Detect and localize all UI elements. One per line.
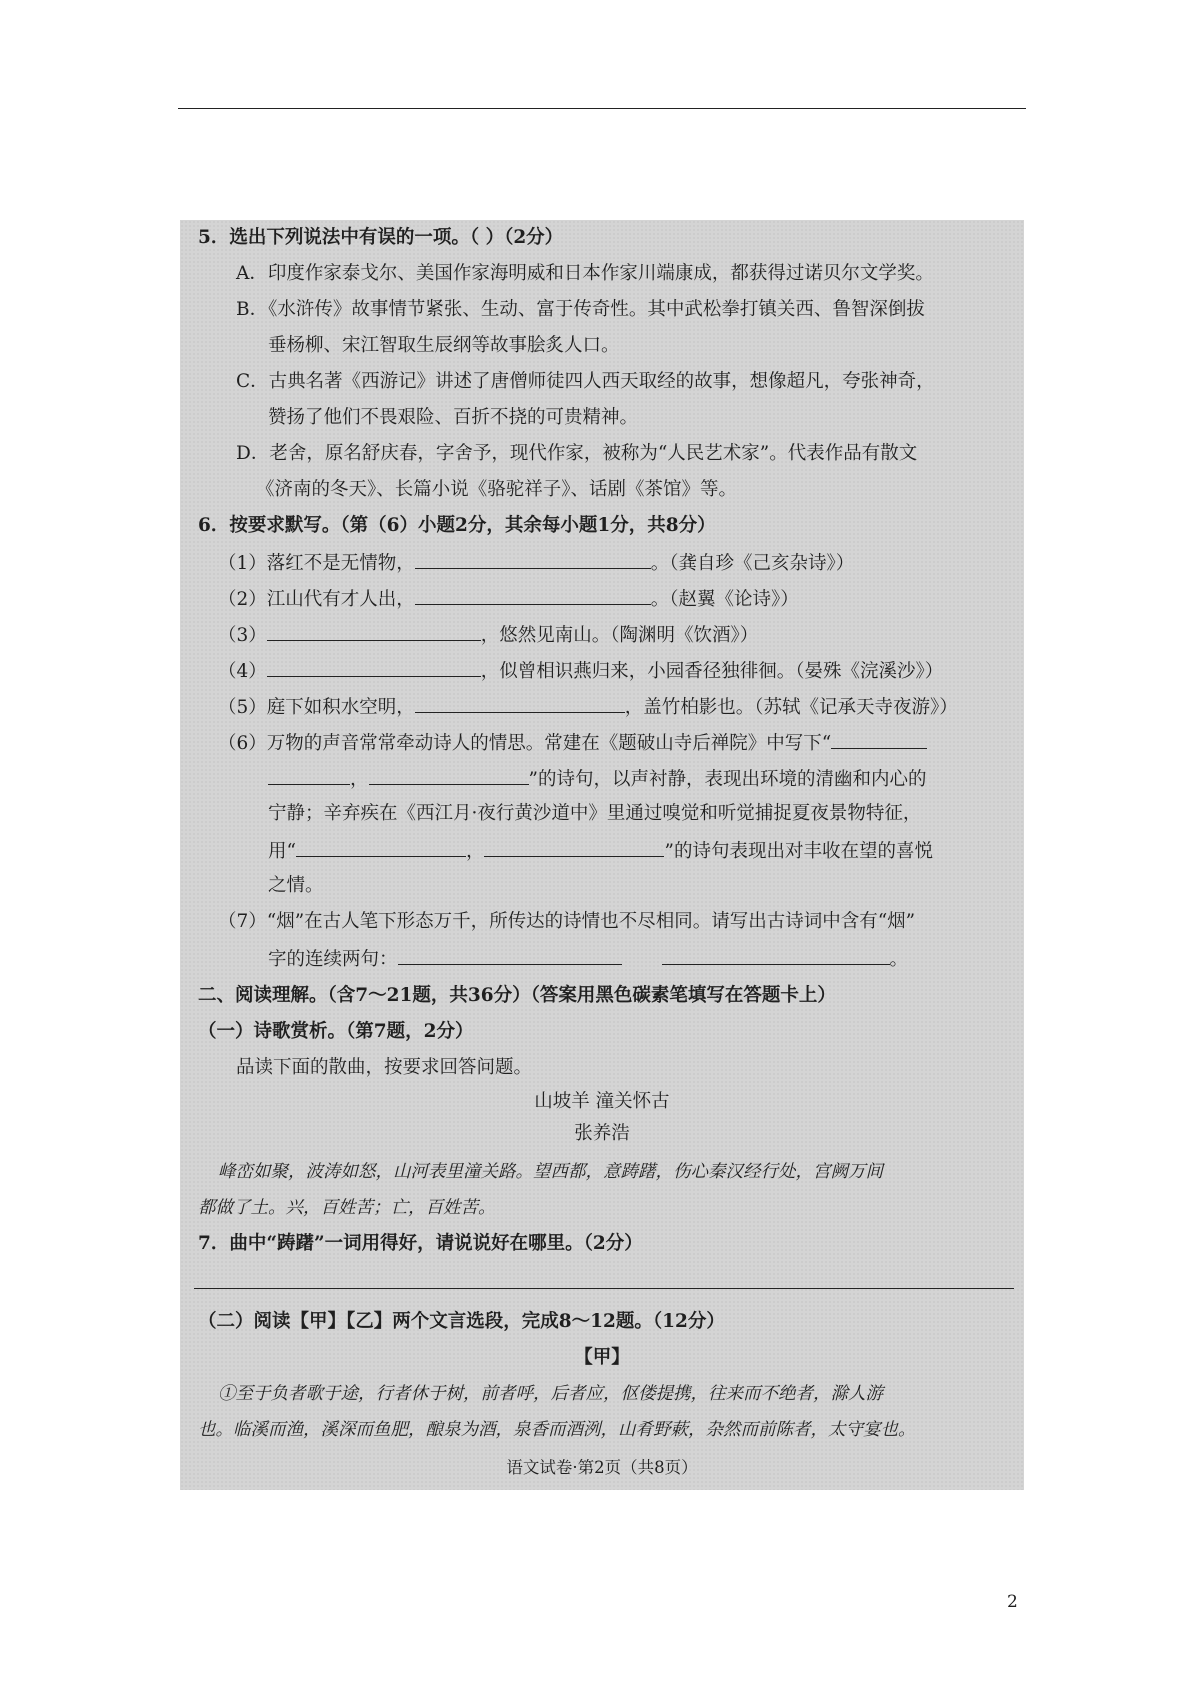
part2-instruction: 品读下面的散曲，按要求回答问题。 <box>236 1057 533 1078</box>
q6-item-7-prefix: 字的连续两句： <box>268 949 398 970</box>
q6-item-5-prefix: （5）庭下如积水空明， <box>218 697 415 718</box>
q7-answer-line[interactable] <box>194 1288 1014 1289</box>
poem-line-2: 都做了土。兴，百姓苦；亡，百姓苦。 <box>198 1198 496 1218</box>
q5-option-b-line1: B．《水浒传》故事情节紧张、生动、富于传奇性。其中武松拳打镇关西、鲁智深倒拔 <box>236 299 925 320</box>
q6-item-4-prefix: （4） <box>218 661 267 682</box>
q6-item-7-suffix: 。 <box>889 949 909 970</box>
q6-item-5-blank[interactable] <box>415 694 625 713</box>
q6-item-1 <box>218 550 854 576</box>
q6-item-6-text: （6）万物的声音常常牵动诗人的情思。常建在《题破山寺后禅院》中写下“ <box>218 733 832 754</box>
q6-item-1-suffix: 。（龚自珍《己亥杂诗》） <box>650 553 855 574</box>
q6-item-6-comma-2: ， <box>465 841 485 862</box>
q6-item-7-line2 <box>268 946 908 972</box>
header-rule <box>178 108 1026 109</box>
scanned-exam-page <box>180 220 1024 1490</box>
q6-item-2-blank[interactable] <box>415 586 651 605</box>
passage-jia-line-1: ①至于负者歌于途，行者休于树，前者呼，后者应，伛偻提携，往来而不绝者，滁人游 <box>218 1384 883 1404</box>
q6-item-6-comma: ， <box>350 769 369 790</box>
q6-item-7-line1: （7）“烟”在古人笔下形态万千，所传达的诗情也不尽相同。请写出古诗词中含有“烟” <box>218 911 916 932</box>
q6-item-1-prefix: （1）落红不是无情物， <box>218 553 415 574</box>
q6-item-6-line5: 之情。 <box>268 875 324 896</box>
q6-item-3 <box>218 622 758 648</box>
page-number: 2 <box>1007 1592 1018 1612</box>
q6-item-6-blank-2[interactable] <box>369 766 529 785</box>
passage-jia-label: 【甲】 <box>574 1347 630 1368</box>
q6-item-6-text-4: 用“ <box>268 841 296 862</box>
poem-title: 山坡羊 潼关怀古 <box>534 1091 670 1112</box>
q6-item-6-line2 <box>268 766 926 792</box>
q6-item-6-line4 <box>268 838 933 864</box>
q6-item-1-blank[interactable] <box>415 550 651 569</box>
q5-option-c-line1: C．古典名著《西游记》讲述了唐僧师徒四人西天取经的故事，想像超凡，夸张神奇， <box>236 371 935 392</box>
q6-item-7-blank-2[interactable] <box>662 946 890 965</box>
q6-item-6-blank-4[interactable] <box>484 838 664 857</box>
q5-option-c-line2: 赞扬了他们不畏艰险、百折不挠的可贵精神。 <box>268 407 639 428</box>
q6-item-6-text-2: ”的诗句，以声衬静，表现出环境的清幽和内心的 <box>528 769 927 790</box>
q6-item-5 <box>218 694 958 720</box>
q6-item-3-prefix: （3） <box>218 625 267 646</box>
q6-item-3-suffix: ，悠然见南山。（陶渊明《饮酒》） <box>480 625 759 646</box>
q5-stem: 5．选出下列说法中有误的一项。（ ）（2分） <box>198 227 564 248</box>
q6-item-6-line3: 宁静；辛弃疾在《西江月·夜行黄沙道中》里通过嗅觉和听觉捕捉夏夜景物特征， <box>268 803 922 824</box>
q6-item-2 <box>218 586 799 612</box>
q5-option-b-line2: 垂杨柳、宋江智取生辰纲等故事脍炙人口。 <box>268 335 620 356</box>
q5-option-a: A．印度作家泰戈尔、美国作家海明威和日本作家川端康成，都获得过诺贝尔文学奖。 <box>236 263 934 284</box>
passage-jia-line-2: 也。临溪而渔，溪深而鱼肥，酿泉为酒，泉香而酒洌，山肴野蔌，杂然而前陈者，太守宴也。 <box>198 1420 916 1440</box>
q6-item-6-blank-3[interactable] <box>296 838 466 857</box>
q6-item-4-blank[interactable] <box>267 658 481 677</box>
part2-heading: 二、阅读理解。（含7～21题，共36分）（答案用黑色碳素笔填写在答题卡上） <box>198 985 836 1006</box>
part2-sub2: （二）阅读【甲】【乙】两个文言选段，完成8～12题。（12分） <box>198 1311 725 1332</box>
q6-item-4-suffix: ，似曾相识燕归来，小园香径独徘徊。（晏殊《浣溪沙》） <box>480 661 944 682</box>
poem-line-1: 峰峦如聚，波涛如怒，山河表里潼关路。望西都，意踌躇，伤心秦汉经行处，宫阙万间 <box>218 1162 883 1182</box>
q6-item-6-blank-1a[interactable] <box>831 730 927 749</box>
q6-item-6-line1 <box>218 730 927 756</box>
q6-stem: 6．按要求默写。（第（6）小题2分，其余每小题1分，共8分） <box>198 515 716 536</box>
q5-option-d-line2: 《济南的冬天》、长篇小说《骆驼祥子》、话剧《茶馆》等。 <box>256 479 738 500</box>
q6-item-5-suffix: ，盖竹柏影也。（苏轼《记承天寺夜游》） <box>624 697 958 718</box>
q6-item-6-blank-1b[interactable] <box>268 766 350 785</box>
q7-stem: 7．曲中“踌躇”一词用得好，请说说好在哪里。（2分） <box>198 1233 643 1254</box>
q6-item-3-blank[interactable] <box>267 622 481 641</box>
q6-item-2-suffix: 。（赵翼《论诗》） <box>650 589 799 610</box>
poem-author: 张养浩 <box>574 1123 630 1144</box>
scan-footer: 语文试卷·第2页（共8页） <box>506 1458 698 1477</box>
q5-option-d-line1: D．老舍，原名舒庆春，字舍予，现代作家，被称为“人民艺术家”。代表作品有散文 <box>236 443 918 464</box>
q6-item-2-prefix: （2）江山代有才人出， <box>218 589 415 610</box>
q6-item-4 <box>218 658 943 684</box>
part2-sub1: （一）诗歌赏析。（第7题，2分） <box>198 1021 474 1042</box>
q6-item-7-blank-1[interactable] <box>398 946 622 965</box>
q6-item-6-text-5: ”的诗句表现出对丰收在望的喜悦 <box>664 841 933 862</box>
